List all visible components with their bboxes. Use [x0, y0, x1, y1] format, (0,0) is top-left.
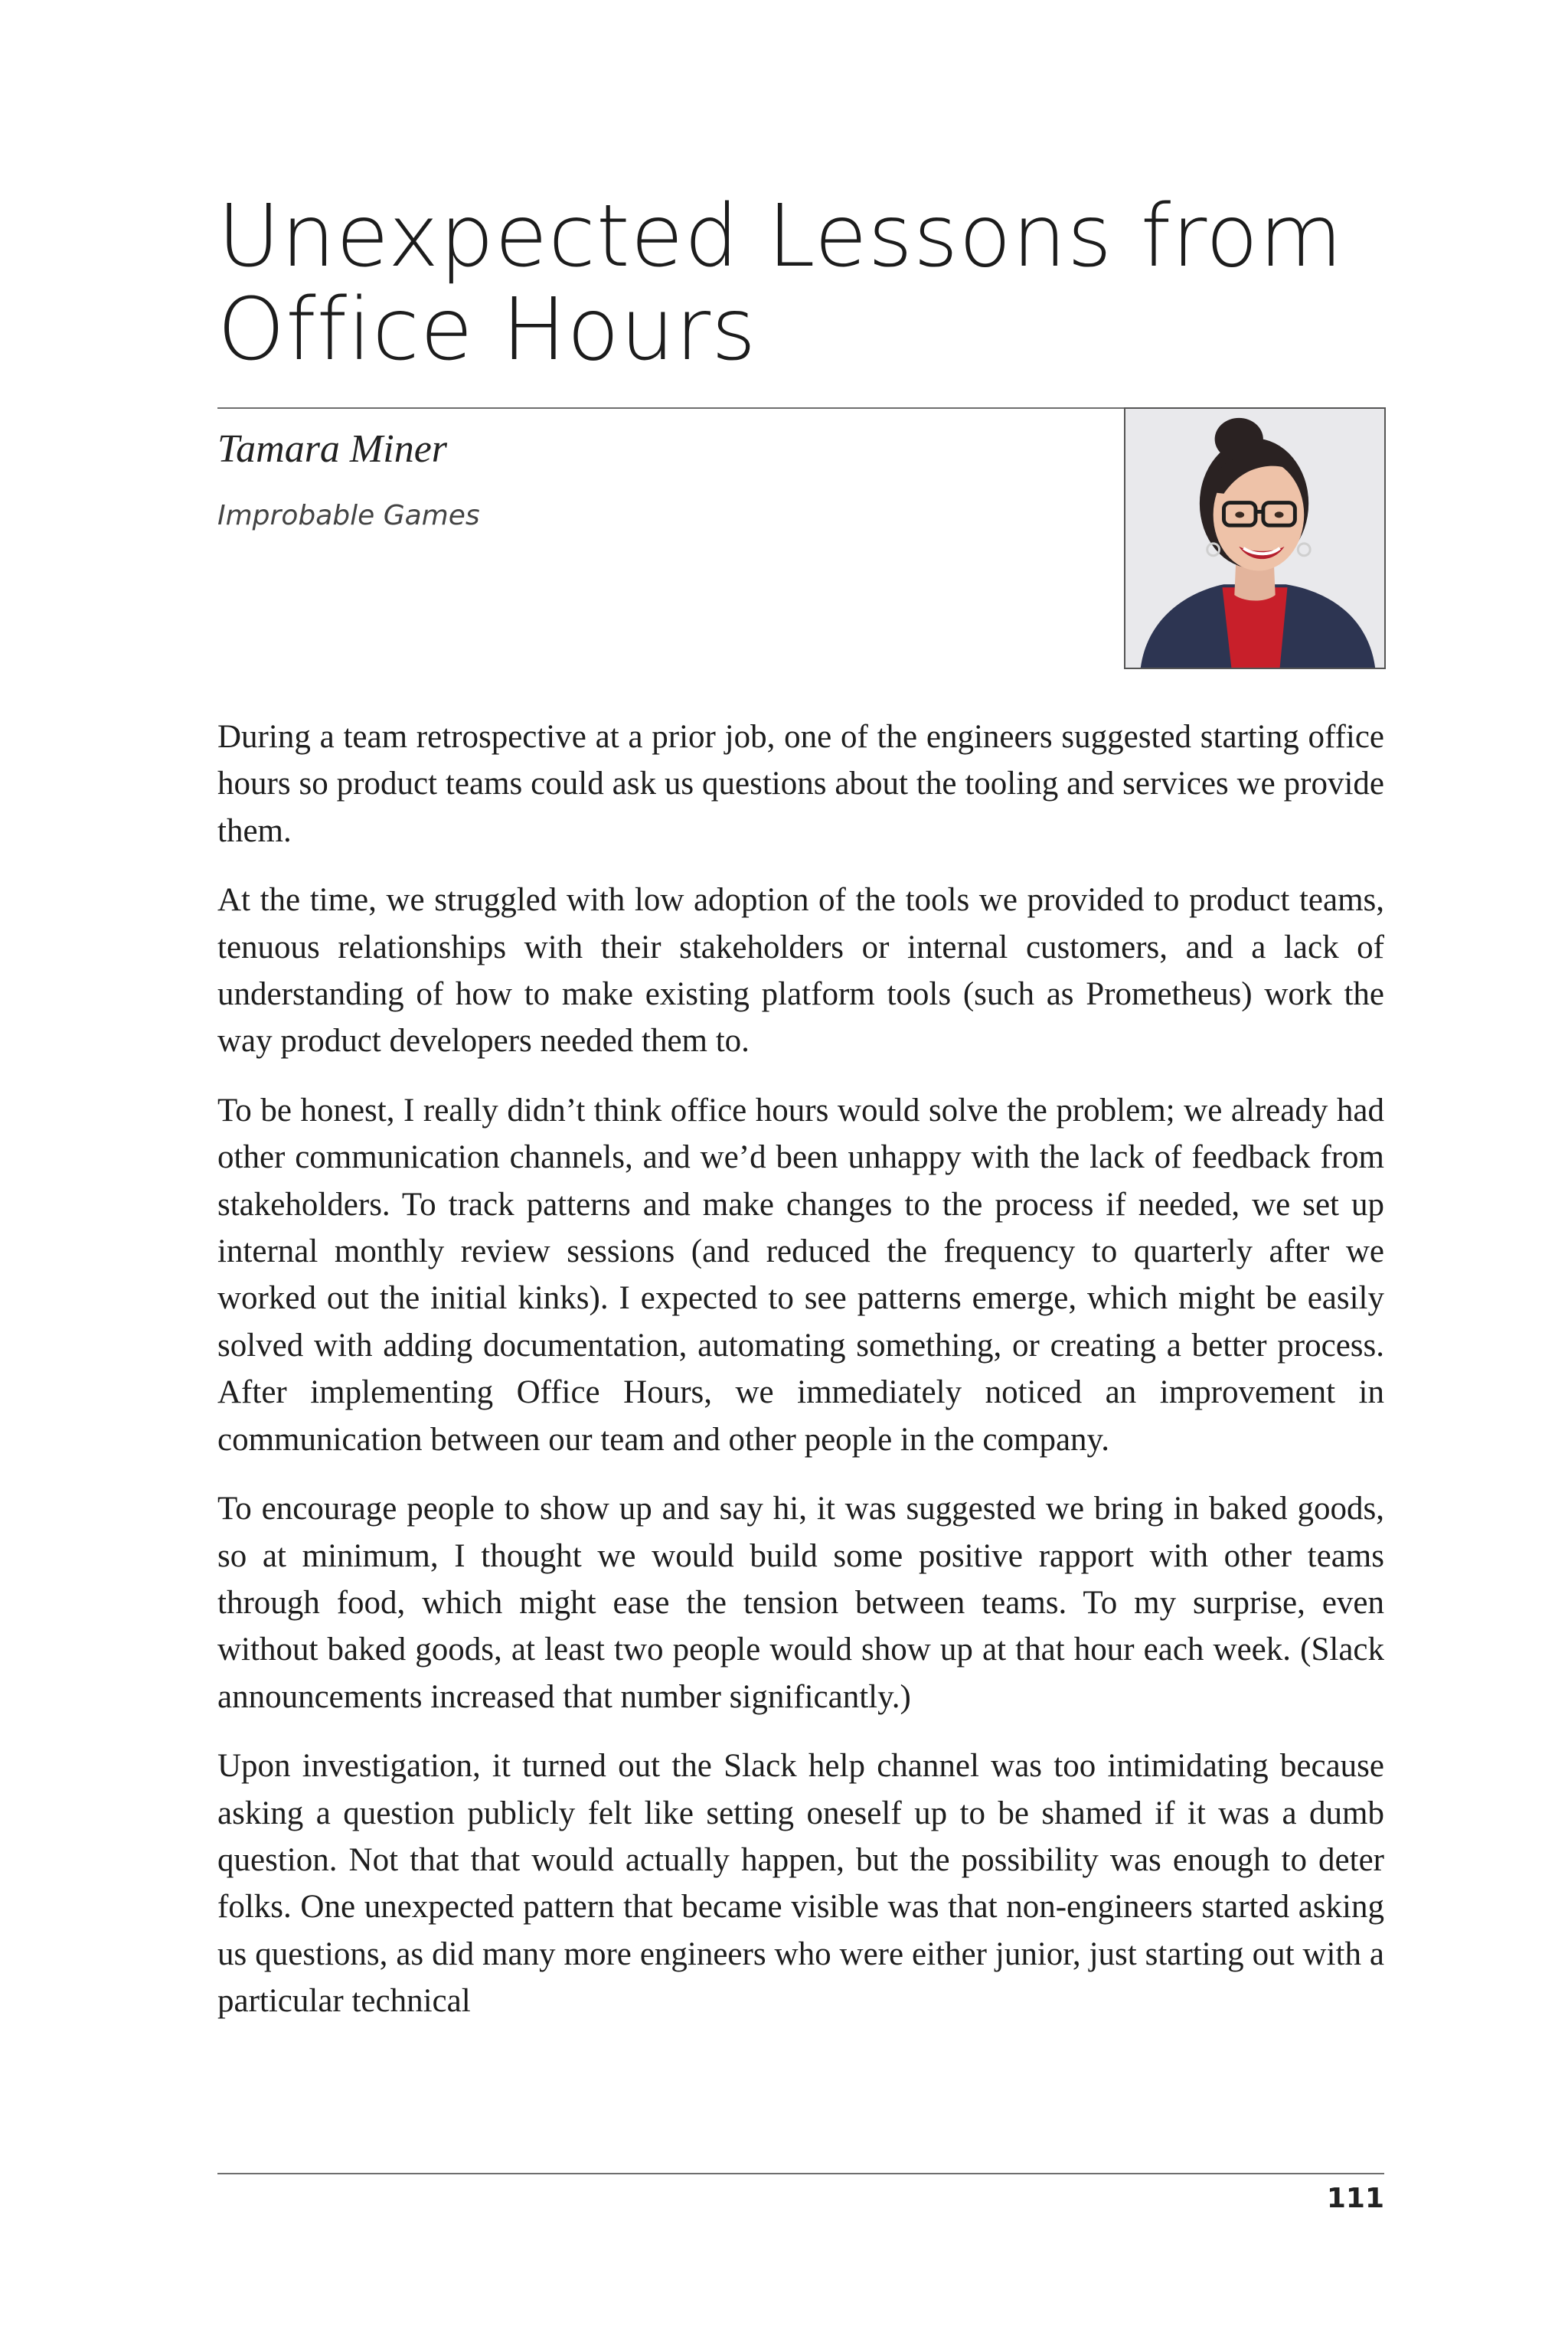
- author-photo: [1124, 407, 1386, 669]
- body-paragraph-4: To encourage people to show up and say hi, it was suggested we bring in baked goods, so at minimum, I thought we would build some positive rapport with other teams through food, which might ease the tension between teams. To my surprise, even without baked goods, at least two people would show up at that hour each week. (Slack announcements increased that number significantly.): [217, 1491, 1384, 1715]
- body-paragraph-2: At the time, we struggled with low adoption of the tools we provided to product teams, tenuous relationships with their stakeholders or internal customers, and a lack of understanding of how to make existing platform tools (such as Prometheus) work the way product developers needed them to.: [217, 882, 1384, 1060]
- author-name: Tamara Miner: [217, 427, 448, 471]
- footer-rule: [217, 2173, 1384, 2174]
- author-portrait-image: [1125, 409, 1384, 668]
- body-paragraph-3: To be honest, I really didn’t think office hours would solve the problem; we already had other communication channels, and we’d been unhappy with the lack of feedback from stakeholders. To track patterns and make changes to the process if needed, we set up internal monthly review sessions (and reduced the frequency to quarterly after we worked out the initial kinks). I expected to see patterns emerge, which might be easily solved with adding documentation, automating something, or creating a better process. After implementing Office Hours, we immediately noticed an improvement in communication between our team and other people in the company.: [217, 1092, 1384, 1458]
- author-affiliation: Improbable Games: [217, 500, 480, 531]
- body-paragraph-5: Upon investigation, it turned out the Slack help channel was too intimidating because asking a question publicly felt like setting oneself up to be shamed if it was a dumb question. Not that that would actually happen, but the possibility was enough to deter folks. One unexpected pattern that became visible was that non-engineers started asking us questions, as did many more engineers who were either junior, just starting out with a particular technical: [217, 1748, 1384, 2020]
- page-number: 111: [1326, 2183, 1384, 2214]
- article-body: [217, 714, 1384, 2047]
- article-title: Unexpected Lessons from Office Hours: [217, 187, 1344, 380]
- body-paragraph-1: During a team retrospective at a prior job, one of the engineers suggested starting office hours so product teams could ask us questions about the tooling and services we provide them.: [217, 719, 1384, 849]
